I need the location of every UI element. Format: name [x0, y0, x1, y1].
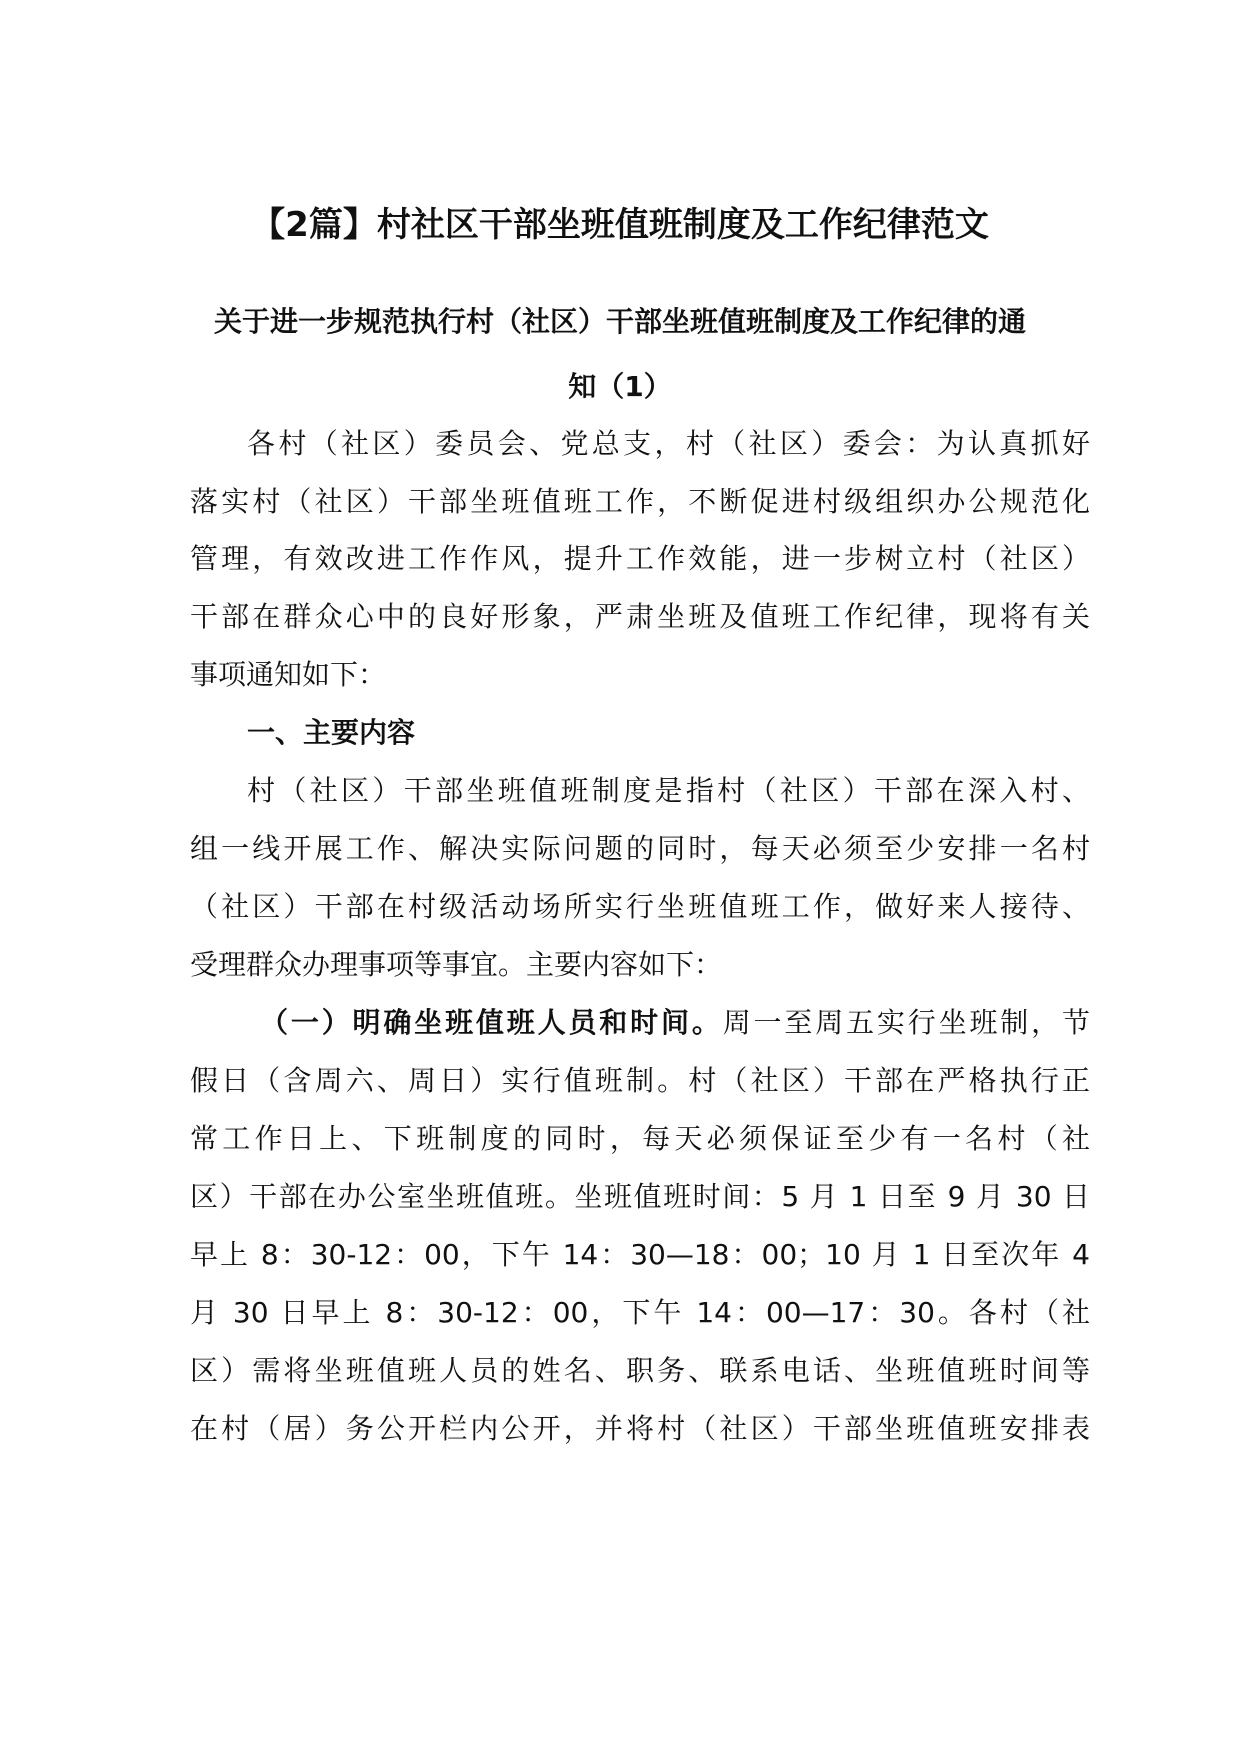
section-line: 受理群众办理事项等事宜。主要内容如下： — [190, 948, 723, 981]
item-line: 区）需将坐班值班人员的姓名、职务、联系电话、坐班值班时间等 — [190, 1354, 1090, 1387]
item-first-line — [260, 1003, 1090, 1043]
item-line: 早上 8：30-12：00，下午 14：30—18：00；10 月 1 日至次年 4 — [190, 1238, 1090, 1271]
item-line: 在村（居）务公开栏内公开，并将村（社区）干部坐班值班安排表 — [190, 1412, 1090, 1445]
intro-line: 事项通知如下： — [190, 658, 387, 691]
intro-line: 落实村（社区）干部坐班值班工作，不断促进村级组织办公规范化 — [190, 485, 1090, 518]
intro-line: 管理，有效改进工作作风，提升工作效能，进一步树立村（社区） — [190, 542, 1090, 575]
section-line: 村（社区）干部坐班值班制度是指村（社区）干部在深入村、 — [247, 774, 1090, 807]
section-line: 组一线开展工作、解决实际问题的同时，每天必须至少安排一名村 — [190, 832, 1090, 865]
intro-line: 各村（社区）委员会、党总支，村（社区）委会：为认真抓好 — [247, 427, 1090, 460]
intro-line: 干部在群众心中的良好形象，严肃坐班及值班工作纪律，现将有关 — [190, 600, 1090, 633]
notice-title-line-2: 知（1） — [568, 370, 672, 403]
section-line: （社区）干部在村级活动场所实行坐班值班工作，做好来人接待、 — [190, 890, 1090, 923]
item-line: 假日（含周六、周日）实行值班制。村（社区）干部在严格执行正 — [190, 1064, 1090, 1097]
item-first-text: 周一至周五实行坐班制，节 — [722, 1006, 1090, 1039]
notice-title-line-1: 关于进一步规范执行村（社区）干部坐班值班制度及工作纪律的通 — [213, 305, 1026, 338]
item-line: 月 30 日早上 8：30-12：00，下午 14：00—17：30。各村（社 — [190, 1296, 1090, 1329]
section-heading: 一、主要内容 — [247, 716, 416, 749]
document-title: 【2篇】村社区干部坐班值班制度及工作纪律范文 — [251, 205, 989, 245]
item-line: 区）干部在办公室坐班值班。坐班值班时间：5 月 1 日至 9 月 30 日 — [190, 1180, 1090, 1213]
item-heading: （一）明确坐班值班人员和时间。 — [260, 1006, 723, 1039]
item-line: 常工作日上、下班制度的同时，每天必须保证至少有一名村（社 — [190, 1122, 1090, 1155]
